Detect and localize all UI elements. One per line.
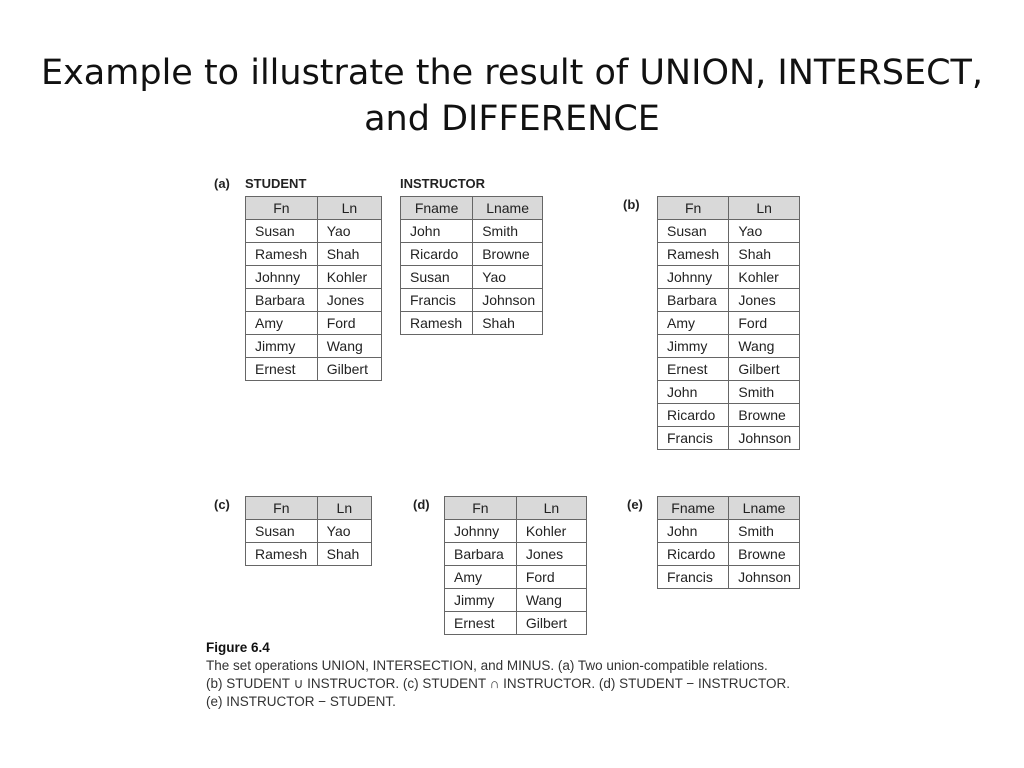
table-cell: Wang [317, 335, 381, 358]
table-row [658, 427, 800, 450]
table-cell: Shah [317, 543, 371, 566]
figure-caption-line-2: (b) STUDENT ∪ INSTRUCTOR. (c) STUDENT ∩ INSTRUCTOR. (d) STUDENT − INSTRUCTOR. [206, 676, 790, 691]
panel-e-label: (e) [627, 497, 643, 512]
table-row [658, 220, 800, 243]
column-header: Fn [246, 197, 318, 220]
table-row [401, 266, 543, 289]
table-row [246, 335, 382, 358]
table-row [658, 520, 800, 543]
table-row [246, 520, 372, 543]
figure-caption-line-3: (e) INSTRUCTOR − STUDENT. [206, 694, 396, 709]
instructor-table [400, 196, 543, 335]
table-header-row [246, 197, 382, 220]
column-header: Ln [516, 497, 586, 520]
table-cell: Wang [516, 589, 586, 612]
table-cell: Johnny [658, 266, 729, 289]
column-header: Fname [401, 197, 473, 220]
table-cell: Francis [401, 289, 473, 312]
table-cell: Susan [658, 220, 729, 243]
column-header: Fn [445, 497, 517, 520]
table-cell: Susan [246, 220, 318, 243]
union-table [657, 196, 800, 450]
table-cell: Ford [729, 312, 800, 335]
difference-instructor-table [657, 496, 800, 589]
slide-title [0, 50, 1024, 142]
table-cell: Ricardo [401, 243, 473, 266]
table-row [401, 220, 543, 243]
table-cell: Susan [246, 520, 318, 543]
table-row [445, 520, 587, 543]
table-row [658, 381, 800, 404]
table-cell: Yao [317, 220, 381, 243]
table-cell: Browne [729, 404, 800, 427]
panel-a-label: (a) [214, 176, 230, 191]
table-row [246, 266, 382, 289]
table-row [246, 220, 382, 243]
table-cell: Browne [473, 243, 543, 266]
table-row [445, 589, 587, 612]
table-cell: Johnson [729, 566, 800, 589]
table-row [401, 289, 543, 312]
column-header: Fname [658, 497, 729, 520]
table-cell: Jones [729, 289, 800, 312]
slide-title-line-1: Example to illustrate the result of UNION, INTERSECT, [40, 53, 984, 93]
panel-b-label: (b) [623, 197, 640, 212]
table-cell: Ramesh [246, 243, 318, 266]
table-cell: Barbara [658, 289, 729, 312]
table-cell: Kohler [317, 266, 381, 289]
intersection-table [245, 496, 372, 566]
table-cell: Ford [516, 566, 586, 589]
table-header-row [658, 197, 800, 220]
table-cell: Browne [729, 543, 800, 566]
table-cell: Shah [473, 312, 543, 335]
table-header-row [246, 497, 372, 520]
table-row [445, 612, 587, 635]
table-cell: Amy [445, 566, 517, 589]
table-header-row [658, 497, 800, 520]
table-cell: Smith [729, 381, 800, 404]
column-header: Lname [473, 197, 543, 220]
table-cell: Ramesh [401, 312, 473, 335]
student-relation-name: STUDENT [245, 176, 307, 191]
table-cell: Kohler [729, 266, 800, 289]
figure-caption-title: Figure 6.4 [206, 640, 270, 655]
table-cell: Jimmy [658, 335, 729, 358]
table-row [658, 266, 800, 289]
table-cell: Smith [473, 220, 543, 243]
table-cell: Amy [658, 312, 729, 335]
figure-caption [206, 639, 790, 711]
table-cell: Ernest [246, 358, 318, 381]
table-row [658, 566, 800, 589]
table-cell: Yao [729, 220, 800, 243]
table-row [401, 312, 543, 335]
figure-caption-line-1: The set operations UNION, INTERSECTION, and MINUS. (a) Two union-compatible relations. [206, 658, 768, 673]
table-cell: Johnson [473, 289, 543, 312]
table-cell: Shah [317, 243, 381, 266]
table-row [246, 243, 382, 266]
table-row [445, 566, 587, 589]
column-header: Lname [729, 497, 800, 520]
table-cell: Smith [729, 520, 800, 543]
panel-d-label: (d) [413, 497, 430, 512]
table-row [445, 543, 587, 566]
table-cell: Jimmy [445, 589, 517, 612]
table-cell: Ricardo [658, 543, 729, 566]
table-row [658, 312, 800, 335]
table-cell: John [658, 381, 729, 404]
instructor-relation-name: INSTRUCTOR [400, 176, 485, 191]
table-cell: Ricardo [658, 404, 729, 427]
table-cell: Barbara [246, 289, 318, 312]
table-cell: Shah [729, 243, 800, 266]
table-cell: Gilbert [516, 612, 586, 635]
table-cell: Ramesh [658, 243, 729, 266]
table-header-row [445, 497, 587, 520]
slide-title-line-2: and DIFFERENCE [364, 99, 660, 139]
table-cell: Gilbert [729, 358, 800, 381]
table-row [246, 289, 382, 312]
column-header: Ln [317, 497, 371, 520]
table-cell: Ernest [658, 358, 729, 381]
panel-c-label: (c) [214, 497, 230, 512]
table-cell: Amy [246, 312, 318, 335]
table-row [658, 358, 800, 381]
table-row [246, 543, 372, 566]
student-table [245, 196, 382, 381]
difference-student-table [444, 496, 587, 635]
table-cell: Jimmy [246, 335, 318, 358]
table-cell: Wang [729, 335, 800, 358]
table-row [246, 312, 382, 335]
table-cell: Johnson [729, 427, 800, 450]
table-cell: Jones [317, 289, 381, 312]
table-cell: Francis [658, 427, 729, 450]
table-cell: Ernest [445, 612, 517, 635]
table-cell: Ford [317, 312, 381, 335]
column-header: Ln [729, 197, 800, 220]
table-row [246, 358, 382, 381]
table-row [658, 243, 800, 266]
table-cell: Kohler [516, 520, 586, 543]
table-cell: Johnny [445, 520, 517, 543]
table-cell: Barbara [445, 543, 517, 566]
column-header: Ln [317, 197, 381, 220]
table-cell: John [658, 520, 729, 543]
table-cell: Yao [473, 266, 543, 289]
table-cell: Ramesh [246, 543, 318, 566]
table-cell: Johnny [246, 266, 318, 289]
column-header: Fn [246, 497, 318, 520]
table-header-row [401, 197, 543, 220]
table-cell: Gilbert [317, 358, 381, 381]
table-cell: Yao [317, 520, 371, 543]
table-cell: John [401, 220, 473, 243]
table-row [658, 289, 800, 312]
table-row [401, 243, 543, 266]
table-row [658, 404, 800, 427]
table-row [658, 335, 800, 358]
table-row [658, 543, 800, 566]
table-cell: Francis [658, 566, 729, 589]
column-header: Fn [658, 197, 729, 220]
table-cell: Susan [401, 266, 473, 289]
table-cell: Jones [516, 543, 586, 566]
